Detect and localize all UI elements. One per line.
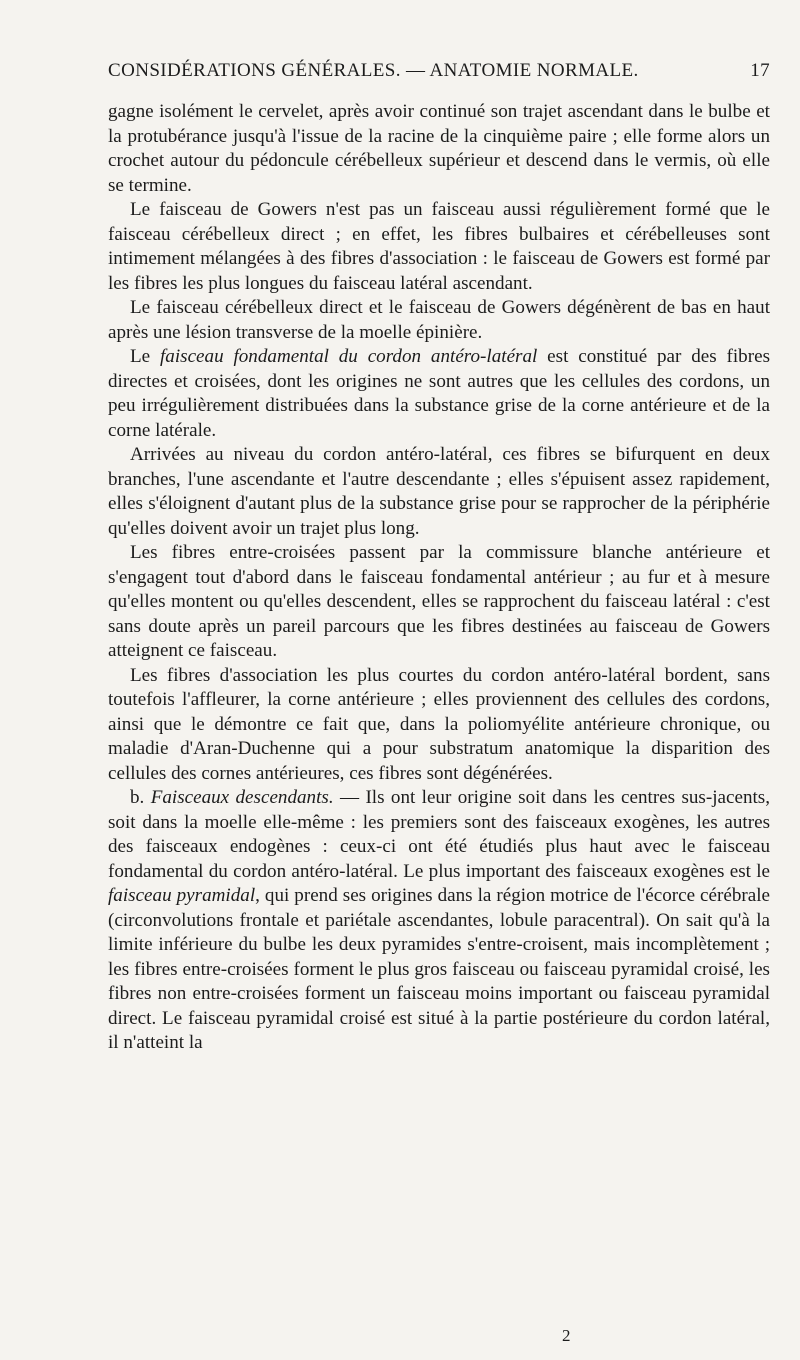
running-header	[108, 60, 770, 90]
paragraph	[108, 345, 770, 443]
italic-term: faisceau fondamental du cordon antéro-latéral	[159, 346, 538, 367]
paragraph	[108, 100, 770, 198]
page-number: 17	[750, 60, 770, 81]
running-title: CONSIDÉRATIONS GÉNÉRALES. — ANATOMIE NORMALE.	[108, 60, 639, 81]
text-run: , qui prend ses origines dans la région motrice de l'écorce cérébrale (circonvolutions frontale et pariétale ascendantes, lobule paracentral). On sait qu'à la limite inférieure du bulbe les deux pyramides s'entre-croisent, mais incomplètement ; les fibres entre-croisées forment le plus gros faisceau ou faisceau pyramidal croisé, les fibres non entre-croisées forment un faisceau moins important ou faisceau pyramidal direct. Le faisceau pyramidal croisé est situé à la partie postérieure du cordon latéral, il n'atteint la	[108, 885, 770, 1053]
text-run: Les fibres d'association les plus courtes du cordon antéro-latéral bordent, sans toutefois l'affleurer, la corne antérieure ; elles proviennent des cellules des cordons, ainsi que le démontre ce fait que, dans la poliomyélite antérieure chronique, ou maladie d'Aran-Duchenne qui a pour substratum anatomique la disparition des cellules des cornes antérieures, ces fibres sont dégénérées.	[108, 664, 770, 784]
paragraph	[108, 296, 770, 345]
italic-term: Faisceaux descendants.	[150, 787, 334, 808]
text-run: est constitué par des fibres directes et croisées, dont les origines ne sont autres que les cellules des cordons, un peu irrégulièrement distribuées dans la substance grise de la corne antérieure et de la corne latérale.	[108, 346, 770, 441]
text-run: Le faisceau cérébelleux direct et le faisceau de Gowers dégénèrent de bas en haut après une lésion transverse de la moelle épinière.	[108, 297, 770, 343]
body-text	[108, 100, 770, 1056]
paragraph	[108, 786, 770, 1056]
text-run: Les fibres entre-croisées passent par la commissure blanche antérieure et s'engagent tout d'abord dans le faisceau fondamental antérieur ; au fur et à mesure qu'elles montent ou qu'elles descendent, elles se rapprochent du faisceau latéral : c'est sans doute après un pareil parcours que les fibres destinées au faisceau de Gowers atteignent ce faisceau.	[108, 542, 770, 661]
paragraph	[108, 443, 770, 541]
paragraph	[108, 664, 770, 787]
text-run: — Ils ont leur origine soit dans les centres sus-jacents, soit dans la moelle elle-même : les premiers sont des faisceaux exogènes, les autres des faisceaux endogènes : ceux-ci ont été étudiés plus haut avec le faisceau fondamental du cordon antéro-latéral. Le plus important des faisceaux exogènes est le	[108, 787, 770, 882]
italic-term: faisceau pyramidal	[108, 885, 256, 906]
text-run: Le faisceau de Gowers n'est pas un faisceau aussi régulièrement formé que le faisceau cérébelleux direct ; en effet, les fibres bulbaires et cérébelleuses sont intimement mélangées à des fibres d'association : le faisceau de Gowers est formé par les fibres les plus longues du faisceau latéral ascendant.	[108, 199, 770, 294]
paragraph	[108, 541, 770, 664]
signature-mark: 2	[562, 1326, 571, 1345]
text-run: b.	[130, 787, 151, 808]
text-run: gagne isolément le cervelet, après avoir continué son trajet ascendant dans le bulbe et la protubérance jusqu'à l'issue de la racine de la cinquième paire ; elle forme alors un crochet autour du pédoncule cérébelleux supérieur et descend dans le vermis, où elle se termine.	[108, 101, 770, 196]
paragraph	[108, 198, 770, 296]
text-run: Le	[130, 346, 160, 367]
text-run: Arrivées au niveau du cordon antéro-latéral, ces fibres se bifurquent en deux branches, l'une ascendante et l'autre descendante ; elles s'épuisent assez rapidement, elles s'éloignent d'autant plus de la substance grise pour se rapprocher de la périphérie qu'elles doivent avoir un trajet plus long.	[108, 444, 770, 539]
